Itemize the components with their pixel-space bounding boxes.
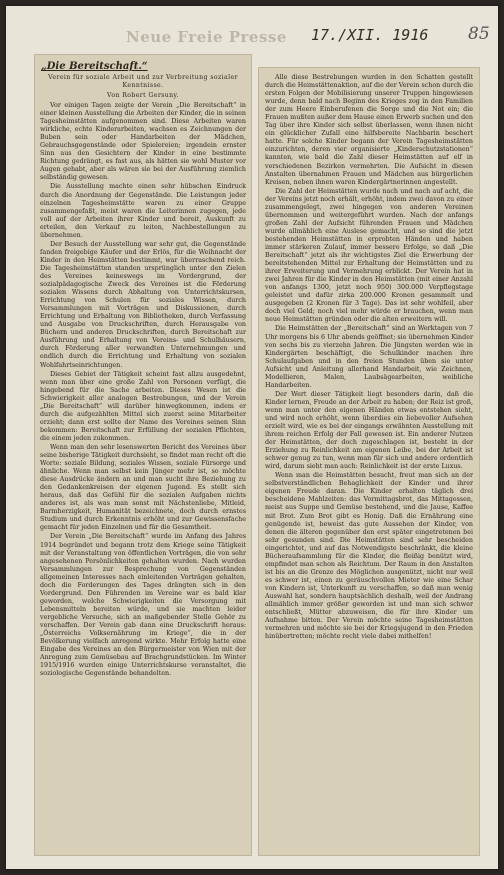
paragraph: Die Ausstellung machte einen sehr hübschen Eindruck durch die Anordnung der Gegenstände. Die Leistungen jeder einzelnen Tagesheimstätte waren zu einer Gruppe zusammengefaßt, meist waren die Leiterinnen zugegen, jede voll auf der Arbeiten ihrer Kinder und bereit, Auskunft zu erteilen, den Verkauf zu leiten, Nachbestellungen zu übernehmen. bbox=[40, 183, 246, 239]
paragraph: Alle diese Bestrebungen wurden in den Schatten gestellt durch die Heimstättenaktion, auf die der Verein schon durch die ersten Folgen der Mobilisierung unserer Truppen hingewiesen wurde, denn bald nach Beginn des Krieges zog in den Familien der zum Heere Einberufenen die Sorge und die Not ein; die Frauen mußten außer dem Hause einen Erwerb suchen und den Tag über ihre Kinder sich selbst überlassen, wenn ihnen nicht ein glücklicher Zufall eine hilfsbereite Nachbarin beschert hatte. Für solche Kinder begann der Verein Tagesheimstätten einzurichten, deren vier organisierte „Kinderschutzstationen“ kannten, wie bald die Zahl dieser Heimstätten auf elf in verschiedenen Bezirken vermehrten. Die Aufsicht in diesen Anstalten übernahmen Frauen und Mädchen aus bürgerlichen Kreisen, neben ihnen waren Kindergärtnerinnen angestellt. bbox=[265, 74, 473, 186]
paragraph: Wenn man den sehr lesenswerten Bericht des Vereines über seine bisherige Tätigkeit durchsieht, so findet man recht oft die Worte: soziale Bildung, soziales Wissen, soziale Fürsorge und ähnliche. Wenn man selbst kein Jünger mehr ist, so möchte diese Ausdrücke ändern an und man sucht ihre Beziehung zu den Gedankenkreisen der eigenen Jugend. Es stellt sich heraus, daß das Gefühl für die sozialen Aufgaben nichts anderes ist, als was man sonst mit Nächstenliebe, Mitleid, Barmherzigkeit, Humanität bezeichnete, doch durch ernstes Studium und durch Erkenntnis erhöht und zur Gewissensfache gemacht für jeden Einzelnen und für die Gesamtheit. bbox=[40, 443, 246, 532]
clipping-left-column bbox=[34, 54, 252, 856]
newspaper-masthead: Neue Freie Presse bbox=[126, 28, 287, 46]
paragraph: Der Besuch der Ausstellung war sehr gut, die Gegenstände fanden freigebige Käufer und der Erlös, für die Weihnacht der Kinder in den Heimstätten bestimmt, war überraschend reich. Die Tagesheimstätten standen ursprünglich unter den Zielen des Vereines keineswegs im Vordergrund, der sozialpädagogische Zweck des Vereines ist die Förderung sozialen Wissens durch Abhaltung von Unterrichtskursen, Errichtung von Schulen für soziales Wissen, durch Versammlungen mit Vorträgen und Diskussionen, durch Errichtung und Erhaltung von Bibliotheken, durch Verfassung und Ausgabe von Druckschriften, durch Herausgabe von Büchern und anderen Druckschriften, durch Bereitschaft zur Ausführung und Erhaltung von Vereins- und Schulhäusern, durch Förderung aller verwandten Unternehmungen und endlich durch die Errichtung und Erhaltung von sozialen Wohlfahrtseinrichtungen. bbox=[40, 240, 246, 369]
handwritten-date: 17./XII. 1916 bbox=[311, 26, 429, 44]
article-subtitle: Verein für soziale Arbeit und zur Verbreitung sozialer Kenntnisse. bbox=[48, 74, 238, 89]
paragraph: Der Wert dieser Tätigkeit liegt besonders darin, daß die Kinder lernen, Freude an der Arbeit zu haben; der Reiz ist groß, wenn man unter den eigenen Händen etwas entstehen sieht, und wird noch erhöht, wenn überdies ein liebevoller Aufsehen erzielt wird, wie es bei der eingangs erwähnten Ausstellung mit ihrem reichen Erfolg der Fall gewesen ist. Ein anderer Nutzen der Heimstätten, der doch zugeschlagen ist, besteht in der Erziehung zu Reinlichkeit am eigenen Leibe, bei der Arbeit ist schwer genug zu tun, wenn man für sich und andere ordentlich wird, darum sieht man auch: Reinlichkeit ist der erste Luxus. bbox=[265, 390, 473, 471]
paragraph: Dieses Gebiet der Tätigkeit scheint fast allzu ausgedehnt, wenn man über eine große Zahl von Personen verfügt, die hingebend für die Sache arbeiten. Dieses Wesen ist die Schwierigkeit aller analogen Bestrebungen, und der Verein „Die Bereitschaft“ will darüber hinwegkommen, indem er durch die aufgezählten Mittel sich zuerst seine Mitarbeiter erzieht; dann erst sollte der Name des Vereines seinen Sinn bekommen: Bereitschaft zur Erfüllung der sozialen Pflichten, die einem jeden zukommen. bbox=[40, 370, 246, 442]
article-title: „Die Bereitschaft.“ bbox=[41, 61, 148, 72]
paragraph: Die Zahl der Heimstätten wurde nach und nach auf acht, die der Vereins jetzt noch erhält, erhöht, indem zwei davon zu einer zusammengelegt, zwei hingegen von anderen Vereinen übernommen und weitergeführt wurden. Nach der anfangs großen Zahl der Aufsicht führenden Frauen und Mädchen wurde allmählich eine Auslese gemacht, und so sind die jetzt bestehenden Heimstätten in erprobten Händen und haben immer stärkeren Zulauf, immer bessere Erfolge, so daß „Die Bereitschaft“ jetzt als ihr wichtigstes Ziel die Erwerbung der bereitstehenden Mittel zur Erhaltung der Heimstätten und zu ihrer Erweiterung und Vermehrung erblickt. Der Verein hat in zwei Jahren für die Kinder in den Heimstätten (mit einer Anzahl von anfangs 1300, jetzt noch 950) 300.000 Verpflegstage geleistet und dafür zirka 200.000 Kronen gesammelt und ausgegeben (2 Kronen für 3 Tage). Das ist sehr wohlfeil, aber doch viel Geld; noch viel mehr würde er brauchen, wenn man neue Heimstätten gründen oder die alten erweitern will. bbox=[265, 187, 473, 324]
article-author: Von Robert Gersuny. bbox=[107, 92, 179, 99]
paragraph: Der Verein „Die Bereitschaft“ wurde im Anfang des Jahres 1914 begründet und begann trotz dem Kriege seine Tätigkeit mit der Veranstaltung von öffentlichen Vorträgen, die von sehr angesehenen Persönlichkeiten gehalten wurden. Nach wurden Versammlungen zur Besprechung von Gegenständen allgemeinen Interesses nach einleitenden Vorträgen gehalten, doch die Forderungen des Tages drängten sich in den Vordergrund. Den Führenden im Vereine war es bald klar geworden, welche Schwierigkeiten die Versorgung mit Lebensmitteln bereiten würde, und sie machten leider vergebliche Versuche, sich an maßgebender Stelle Gehör zu verschaffen. Der Verein gab dann eine Druckschrift heraus: „Österreichs Volksernährung im Kriege“, die in der Bevölkerung vielfach anregend wirkte. Mehr Erfolg hatte eine Eingabe des Vereines an den Bürgermeister von Wien mit der Anregung zum Gemüsebau auf Brachgrundstücken. Im Winter 1915/1916 wurden einige Unterrichtskurse veranstaltet, die soziologische Gegenstände behandelten. bbox=[40, 533, 246, 678]
paragraph: Vor einigen Tagen zeigte der Verein „Die Bereitschaft“ in einer kleinen Ausstellung die Arbeiten der Kinder, die in seinen Tagesheimstätten aufgenommen sind. Diese Arbeiten waren wirkliche, echte Kinderarbeiten, wachsen es Zeichnungen der Buben sein oder Handarbeiten der Mädchen, Gebrauchsgegenstände oder Spielereien; irgendein ernster Sinn aus den Gesichtern der Kinder in eine bestimmte Richtung gedrängt, es fast aus, als hätten sie wohl Muster vor Augen gehabt, aber als wären sie bei der Ausführung ziemlich selbständig gewesen. bbox=[40, 102, 246, 182]
archive-sheet bbox=[6, 6, 498, 869]
clipping-right-column bbox=[258, 67, 480, 856]
page-number: 85 bbox=[468, 24, 490, 44]
paragraph: Die Heimstätten der „Bereitschaft“ sind an Werktagen von 7 Uhr morgens bis 6 Uhr abends geöffnet; sie übernehmen Kinder von sechs bis zu vierzehn Jahren. Die Jüngsten werden wie in Kindergärten beschäftigt, die Schulkinder machen ihre Schulaufgaben und in den freien Stunden üben sie unter Aufsicht und Anleitung allerhand Handarbeit, wie Zeichnen, Modellieren, Malen, Laubsägearbeiten, weibliche Handarbeiten. bbox=[265, 325, 473, 389]
paragraph: Wenn man die Heimstätten besucht, freut man sich an der selbstverständlichen Behaglichkeit der Kinder und ihrer eigenen Freude daran. Die Kinder erhalten täglich drei bescheidene Mahlzeiten: das Vormittagsbrot, das Mittagessen, meist aus Suppe und Gemüse bestehend, und die Jause, Kaffee mit Brot. Zum Brot gibt es Honig. Daß die Ernährung eine genügende ist, beweist das gute Aussehen der Kinder, von denen die älteren gegenüber den erst später eingetretenen bei sehr gesunden sind. Die Heimstätten sind sehr bescheiden eingerichtet, und auf das Notwendigste beschränkt, die kleine Bücheraufsammlung für die Kinder, die fleißig benützt wird, empfindet man schon als Reichtum. Der Raum in den Anstalten ist bis an die Grenze des Möglichen ausgenützt, nicht nur weil es schwer ist, einen zu geräuschvollen Mieter wie eine Schar von Kindern ist, Unterkunft zu verschaffen, so daß man wenig Auswahl hat, sondern hauptsächlich deshalb, weil der Andrang allmählich immer größer geworden ist und man sich schwer entschließt, Mütter abzuweisen, die für ihre Kinder um Aufnahme bitten. Der Verein möchte seine Tagesheimstätten vermehren und möchte sie bei der Kriegsjugend in den Frieden hinübertretten; möchte recht viele dabei mithelfen! bbox=[265, 472, 473, 641]
